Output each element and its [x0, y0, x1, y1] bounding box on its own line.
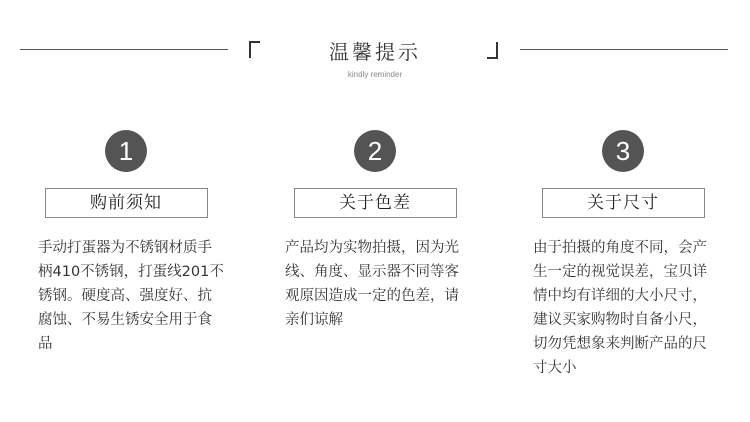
step-number-badge: 2 — [354, 130, 396, 172]
notice-label: 关于色差 — [294, 188, 457, 218]
notice-text: 产品均为实物拍摄，因为光线、角度、显示器不同等客观原因造成一定的色差，请亲们谅解 — [285, 240, 459, 328]
notice-label: 购前须知 — [45, 188, 208, 218]
step-number-badge: 1 — [105, 130, 147, 172]
notice-text: 手动打蛋器为不锈钢材质手柄410不锈钢，打蛋线201不锈钢。硬度高、强度好、抗腐蚀、不易生锈安全用于食品 — [38, 240, 224, 352]
step-number-badge: 3 — [602, 130, 644, 172]
page-title: 温馨提示 — [329, 40, 421, 64]
notice-column-3 — [523, 130, 723, 218]
notice-label: 关于尺寸 — [542, 188, 705, 218]
page-subtitle: kindly reminder — [347, 70, 403, 79]
notice-column-2 — [275, 130, 475, 218]
notice-text: 由于拍摄的角度不同，会产生一定的视觉误差，宝贝详情中均有详细的大小尺寸，建议买家购物时自备小尺，切勿凭想象来判断产品的尺寸大小 — [533, 240, 707, 376]
notice-column-1 — [26, 130, 226, 218]
